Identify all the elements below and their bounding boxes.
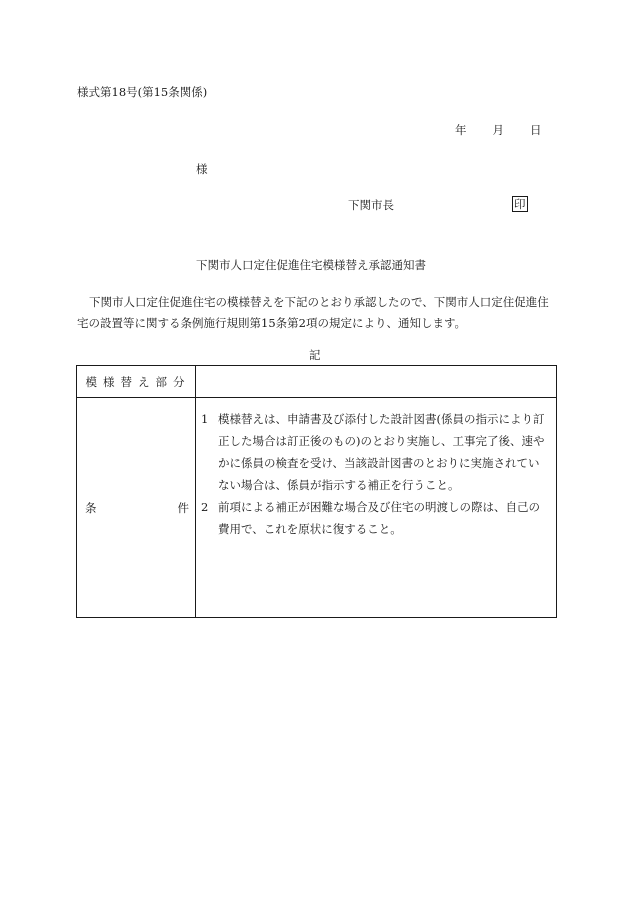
document-title: 下関市人口定住促進住宅模様替え承認通知書 (196, 258, 426, 272)
conditions-label-right: 件 (177, 500, 189, 515)
form-number: 様式第18号(第15条関係) (77, 85, 208, 99)
date-month-label: 月 (492, 123, 504, 137)
body-paragraph: 下関市人口定住促進住宅の模様替えを下記のとおり承認したので、下関市人口定住促進住宅の設置等に関する条例施行規則第15条第2項の規定により、通知します。 (77, 295, 549, 330)
table-row (77, 366, 557, 398)
conditions-label-cell (77, 398, 196, 618)
condition-text: 前項による補正が困難な場合及び住宅の明渡しの際は、自己の費用で、これを原状に復すること。 (218, 500, 540, 536)
condition-number: 2 (201, 500, 209, 514)
condition-text: 模様替えは、申請書及び添付した設計図書(係員の指示により訂正した場合は訂正後のもの)のとおり実施し、工事完了後、速やかに係員の検査を受け、当該設計図書のとおりに実施されていない場合は、係員が指示する補正を行うこと。 (218, 412, 545, 492)
condition-item (201, 408, 551, 496)
conditions-label-left: 条 (85, 500, 97, 515)
remodel-part-label: 模様替え部分 (85, 374, 191, 389)
condition-number: 1 (201, 412, 209, 426)
date-day-label: 日 (530, 123, 542, 137)
remodel-part-value-cell (196, 366, 557, 398)
condition-table (76, 365, 557, 618)
table-row (77, 398, 557, 618)
remodel-part-label-cell (77, 366, 196, 398)
date-line (455, 122, 542, 138)
date-year-label: 年 (455, 123, 467, 137)
ki-label: 記 (309, 348, 321, 362)
addressee-honorific: 様 (196, 162, 208, 176)
conditions-content-cell (196, 398, 557, 618)
issuer-title: 下関市長 (348, 198, 394, 212)
condition-item (201, 496, 551, 540)
seal-mark: 印 (514, 197, 526, 211)
